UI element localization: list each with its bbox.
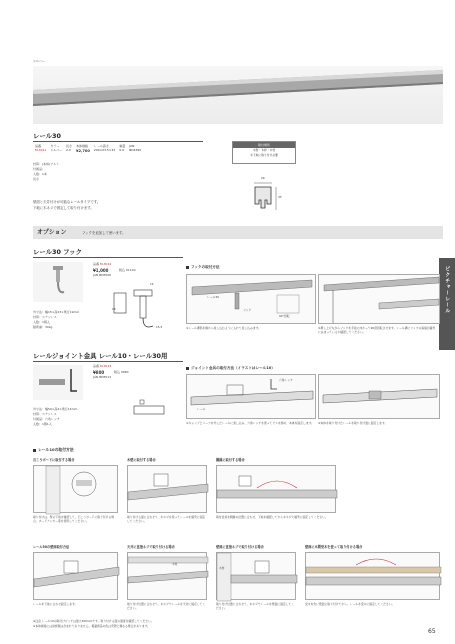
mount-label-wood: 木材 [172,562,178,566]
hook30-line: 材質：ステンレス [33,315,57,319]
joint-method-note-1: ①キャップとパーツを外したレールに差し込み、六角レンチを使ってビスを締め、本体を固定します。 [186,421,314,425]
mount-label-wood: 木材 [219,566,225,570]
wrench-label: 六角レンチ [279,378,293,382]
mount-case-illustration [34,466,119,514]
spec-header: 本体価格 [76,144,89,148]
rail30-height-dim: 33 [278,195,282,199]
joint-photo [33,365,83,400]
footnote: ※注意 レール10の取付けピッチは最大400mmです。取り付ける面の強度を確認してください。 [33,619,154,623]
side-tab-label: ピクチャーレール [444,266,451,314]
rail30-spec-table [33,145,143,154]
mount-case-title: 胴縁に取付する場合 [216,458,245,462]
joint-method-title-text: ジョイント金具の取付方法（イラストはレール10） [191,366,275,370]
mount-case-title: 木壁に取付する場合 [127,458,156,462]
option-title: オプション [37,229,67,236]
photo-caption: シルバー [33,59,45,63]
install-box-title: 取付場所 [233,142,295,148]
spec-header: 長さ [66,144,73,148]
hook-method-title [186,265,220,270]
rail30-line: 長さ [33,177,40,181]
spec-header: 重量 [119,144,126,148]
mount-case-note: 取り付ける面に合わせて、木ネジを使ってレールを確実に固定してください。 [127,515,206,523]
hook-rail-label: レール30 [207,295,219,299]
joint-jan: JAN BDE013 [93,375,112,379]
hook-method-diagram-1 [186,274,316,324]
mount-case-note: 受木を先に壁面に取り付けてから、レールを受木に固定してください。 [305,602,395,606]
joint-dimension-drawing [130,398,170,423]
mount-case-diagram [216,465,336,513]
spec-cell: M-3011 [35,148,47,153]
mount-case-title: レール30の壁面取付方法 [33,545,70,549]
install-box-line: 木壁・木枠・木材 [252,148,276,152]
side-tab [439,258,455,350]
mount-case-diagram [216,552,296,600]
rail30-profile-diagram [250,180,280,216]
hook30-code [93,263,111,267]
hook30-line: 入数：1個入 [33,320,50,324]
install-location-box [232,141,296,164]
page-number: 65 [428,628,436,635]
joint-code [93,365,111,369]
hook-method-note-1: ①レール溝部を横から差し込むように入れて差し込みます。 [186,326,261,330]
mount-case-illustration [128,553,208,601]
rail30-title: レール30 [33,132,61,140]
joint-method-diagram-2 [318,374,440,419]
hook30-photo-illustration [33,262,83,302]
mount-case-illustration [217,466,337,514]
mount-case-note: 取付金具を胴縁の位置に合わせ、下地を確認してから木ネジで確実に固定してください。 [216,515,328,519]
hook30-dim-d: 15.5 [156,325,163,329]
install-box-line: 木下地に取り付け必要 [250,152,278,157]
spec-cell: 200×23.5×33 [93,148,116,153]
hook-ring-label: 90°回転 [279,314,290,318]
joint-method-note-2: ②本体を取り付けたレールを取り付け面に固定します。 [318,421,388,425]
mount-case-illustration [128,466,208,514]
code-prefix: 品番 [93,364,100,368]
spec-cell: 0.9 [119,148,124,153]
mount-case-note: 取り付け位置に合わせて、木ネジでレールを天井に固定してください。 [127,602,206,610]
hook30-line: 外寸法：幅15×高23×奥行19mm [33,310,80,314]
option-desc: フックを追加して使います。 [82,231,126,235]
mount-case-diagram [33,465,118,513]
spec-cell: BD4390 [129,148,142,153]
mount-case-title: 壁面に木製受木を使って取り付ける場合 [305,545,363,549]
hook30-price-tax: 税込 ¥1100 [119,268,136,272]
joint-title: レールジョイント金具 レール10・レール30用 [33,352,168,360]
mount-case-diagram [33,552,118,600]
hook30-line: 耐荷重：30kg [33,325,53,329]
mount-case-title: 壁面に直接ネジで取り付ける場合 [216,545,264,549]
mount-case-diagram [305,552,440,600]
joint-method-illustration-1 [187,375,317,420]
joint-method-illustration-2 [319,375,441,420]
joint-method-diagram-1 [186,374,316,419]
hook-method-illustration-2 [319,275,441,325]
spec-cell: シルバー [50,148,63,153]
hook30-jan: JAN BDE006 [93,273,112,277]
hook30-photo [33,262,83,302]
joint-price-tax: 税込 ¥880 [114,370,129,374]
hook-method-illustration-1 [187,275,317,325]
joint-method-title [186,366,275,371]
rail30-note: 壁面と天井付けが可能なレールタイプです。 [33,200,101,204]
mount-case-title: 石こうボードに取付する場合 [33,458,75,462]
rail-photo-illustration [33,66,443,124]
spec-header: JAN [129,144,135,148]
hook-method-note-2: ②押し上げながらフックを手前に向かって90度回転させます。レール溝にフックの両端が確実にはまっているか確認してください。 [318,326,436,334]
joint-line: 材質：ステンレス [33,412,57,416]
mount-case-note: 取り付け位置に合わせて、木ネジでレールを壁面に固定してください。 [216,602,295,610]
hook30-price: ¥1,000 [93,268,109,273]
hook-method-diagram-2 [318,274,440,324]
hook30-dim-w: 12 [150,282,154,286]
code-prefix: 品番 [93,262,100,266]
hook30-title: レール30 フック [33,248,82,256]
spec-cell: 2.0 [66,148,71,153]
mount-case-illustration [34,553,119,601]
hook-method-title-text: フックの取付方法 [191,265,220,269]
mount-case-title: 天井に直接ネジで取り付ける場合 [127,545,175,549]
joint-code-value: M-3013 [99,364,112,368]
rail30-note: 下地に木ネジで固定して取り付けます。 [33,206,94,210]
joint-photo-illustration [33,365,83,400]
mount-case-diagram [127,465,207,513]
rail30-line: 付属品： [33,167,46,171]
rail30-line: 材質：(本体)アルミ [33,162,60,166]
joint-line: 外寸法：幅50×高4×奥行14mm [33,407,78,411]
hook30-dim-h: 18 [112,307,116,311]
joint-rail-label: レール [197,407,206,411]
mount-case-note: レールを下地に合わせ固定します。 [33,602,78,606]
mount-case-illustration [306,553,441,601]
spec-cell: ¥2,700 [76,148,90,153]
joint-line: 付属品：六角レンチ [33,417,60,421]
mount-title [33,448,74,453]
spec-header: レール高さ [93,144,109,148]
mount-case-note: 取り付けは、壁の下地を確認して、石こうボードに取り付ける場合、ボードアンカー等を使用してください。 [33,515,115,523]
spec-header: カラー [50,144,60,148]
joint-price: ¥800 [93,370,105,375]
hook-label: フック [243,308,252,312]
mount-case-illustration [217,553,297,601]
joint-line: 入数：1個1入 [33,422,52,426]
footnote: ※本体価格には消費税は含まれておりません。掲載商品の色は実際と異なる場合があります。 [33,624,150,628]
mount-title-text: レール10の取付方法 [38,447,74,452]
mount-case-diagram [127,552,207,600]
spec-header: 品番 [35,144,42,148]
rail30-line: 入数：1本 [33,172,47,176]
rail30-width-dim: 20 [261,176,265,180]
hook30-code-value: M-3012 [99,262,112,266]
rail-photo [33,66,443,124]
